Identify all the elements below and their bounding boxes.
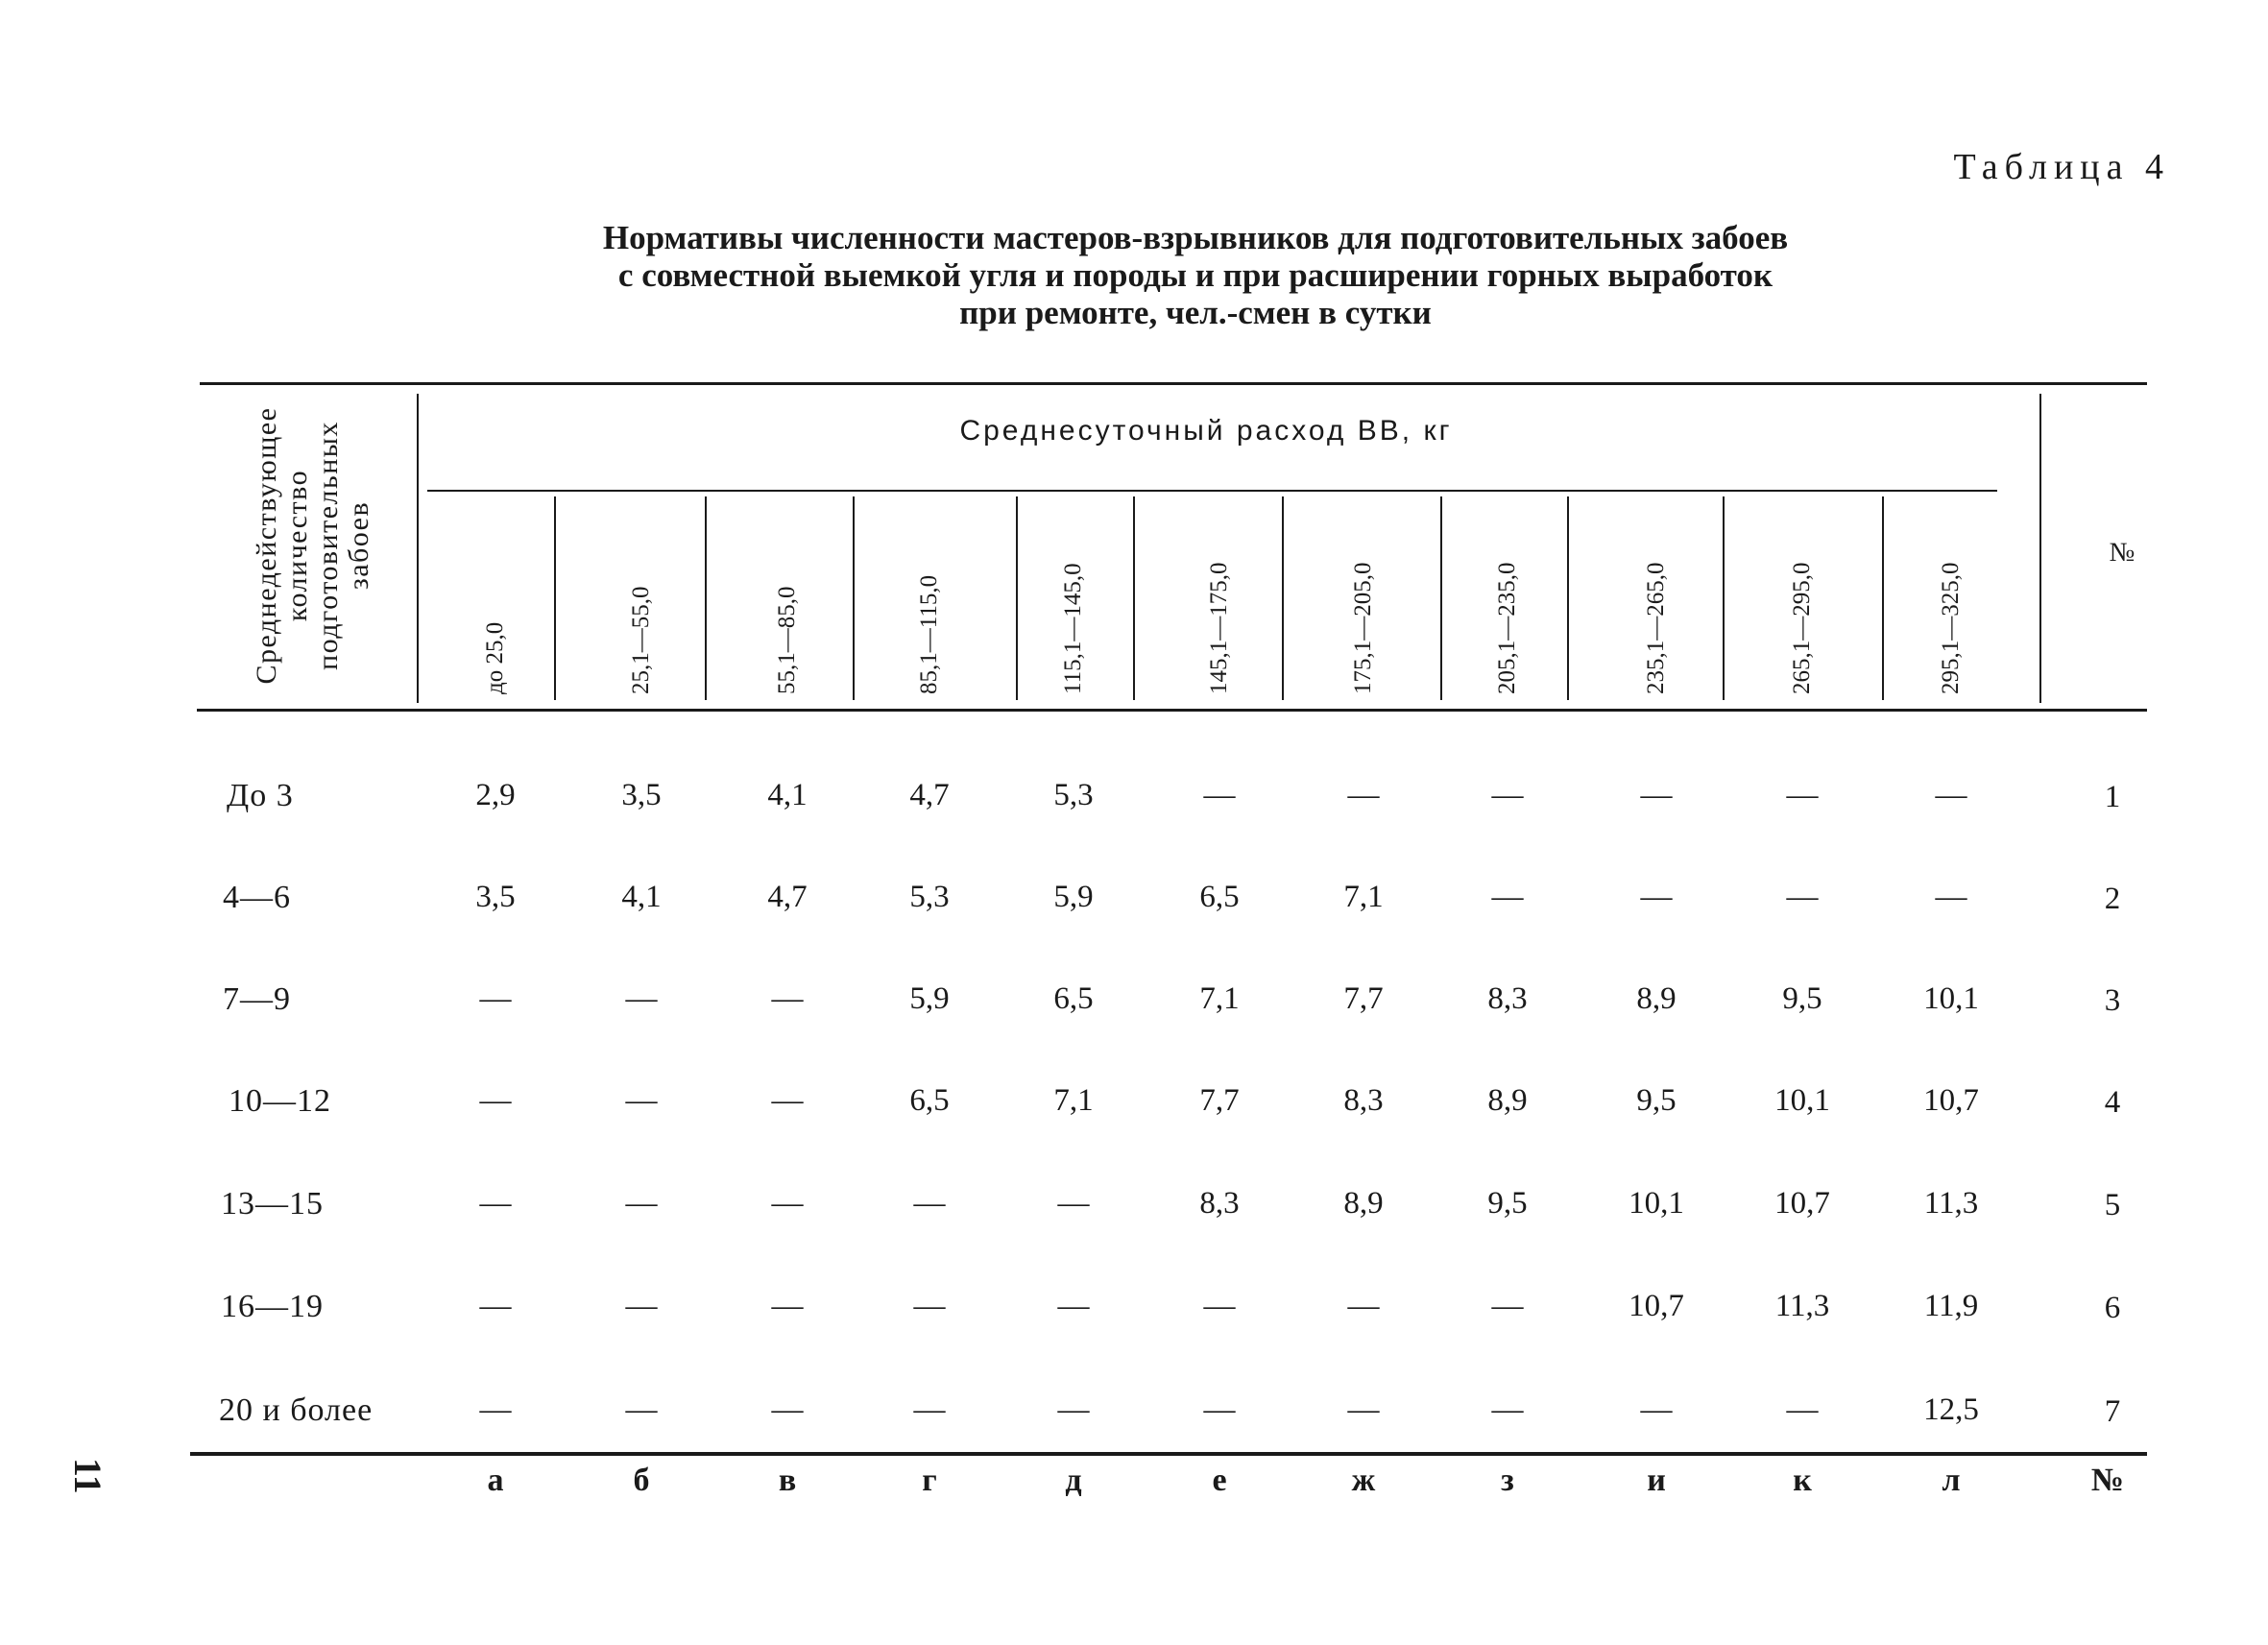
table-cell: 7,7 [1343,981,1384,1016]
table-cell: — [1640,880,1673,914]
row-header-label: Среднедействующее количество подготовительных забоев [250,406,374,685]
column-letter: а [487,1463,504,1498]
table-cell: 7,1 [1199,981,1240,1016]
table-cell: — [771,1083,804,1118]
table-cell: — [1935,778,1967,812]
table-cell: — [479,1083,512,1118]
table-cell: 9,5 [1487,1186,1528,1221]
column-letter: д [1065,1463,1082,1498]
row-header [209,389,416,701]
table-cell: 5,3 [1053,778,1094,812]
table-cell: 9,5 [1782,981,1822,1016]
table-cell: — [771,981,804,1016]
row-number: 6 [2104,1291,2121,1325]
table-cell: 10,1 [1774,1083,1830,1118]
table-cell: 4,7 [767,880,808,914]
table-cell: — [1640,778,1673,812]
group-header: Среднесуточный расход ВВ, кг [959,415,1453,447]
column-letter: з [1501,1463,1514,1498]
table-cell: 8,9 [1343,1186,1384,1221]
row-number: 5 [2104,1188,2121,1222]
table-cell: 6,5 [909,1083,950,1118]
column-divider [1882,496,1884,700]
table-cell: — [625,1289,658,1323]
column-header [1054,497,1093,697]
table-cell: — [1786,880,1819,914]
table-cell: — [1491,1392,1524,1427]
table-cell: 5,9 [1053,880,1094,914]
column-letter: л [1942,1463,1961,1498]
table-cell: — [625,981,658,1016]
table-cell: — [479,1392,512,1427]
row-number: 7 [2104,1394,2121,1429]
table-cell: — [771,1289,804,1323]
number-column-header: № [2109,538,2135,568]
column-letter: б [633,1463,650,1498]
table-cell: 8,3 [1487,981,1528,1016]
column-divider [853,496,855,700]
table-cell: 3,5 [475,880,516,914]
column-header-label: 85,1—115,0 [916,574,942,694]
table-cell: 10,1 [1629,1186,1684,1221]
table-cell: — [1347,1392,1380,1427]
column-divider [705,496,707,700]
column-letter: г [922,1463,937,1498]
column-header [476,497,515,697]
table-cell: 4,1 [767,778,808,812]
row-number: 3 [2104,983,2121,1018]
column-header-label: 145,1—175,0 [1206,562,1232,694]
table-cell: — [1491,1289,1524,1323]
column-header [910,497,949,697]
table-cell: — [1640,1392,1673,1427]
row-number: 4 [2104,1085,2121,1120]
table-cell: — [1057,1392,1090,1427]
column-letter: е [1212,1463,1227,1498]
table-cell: 7,1 [1053,1083,1094,1118]
column-header-label: 295,1—325,0 [1938,562,1964,694]
column-header [1488,497,1527,697]
table-cell: 9,5 [1636,1083,1677,1118]
column-header-label: 235,1—265,0 [1643,562,1669,694]
table-cell: 12,5 [1923,1392,1979,1427]
title-line: при ремонте, чел.-смен в сутки [959,294,1432,331]
column-header [1637,497,1676,697]
column-header [622,497,661,697]
table-cell: 8,9 [1487,1083,1528,1118]
table-cell: — [1057,1186,1090,1221]
table-cell: — [913,1392,946,1427]
column-letter: и [1647,1463,1666,1498]
table-cell: 8,3 [1199,1186,1240,1221]
table-cell: 4,1 [621,880,662,914]
table-cell: 5,3 [909,880,950,914]
table-cell: — [625,1186,658,1221]
group-header-rule [427,490,1997,492]
table-cell: 4,7 [909,778,950,812]
table-caption: Таблица 4 [1953,147,2170,187]
number-column-divider [2039,394,2041,703]
column-header-label: 25,1—55,0 [628,586,654,694]
column-header-label: 265,1—295,0 [1789,562,1815,694]
table-cell: — [1935,880,1967,914]
row-label: 4—6 [223,880,291,915]
table-cell: 11,3 [1774,1289,1830,1323]
table-cell: — [1057,1289,1090,1323]
table-cell: — [913,1186,946,1221]
table-cell: — [1491,880,1524,914]
title-line: Нормативы численности мастеров-взрывников для подготовительных забоев [602,219,1789,256]
row-label: 20 и более [219,1392,374,1428]
table-cell: — [771,1186,804,1221]
table-cell: 8,3 [1343,1083,1384,1118]
column-header-label: 175,1—205,0 [1350,562,1376,694]
column-header [1783,497,1822,697]
row-number: 1 [2104,780,2121,814]
table-cell: — [625,1083,658,1118]
table-cell: — [1786,1392,1819,1427]
column-divider [1016,496,1018,700]
column-divider [1723,496,1725,700]
table-cell: — [1491,778,1524,812]
table-cell: — [771,1392,804,1427]
column-header [1932,497,1970,697]
table-cell: — [1347,778,1380,812]
row-label: 7—9 [223,981,291,1017]
row-label: 16—19 [221,1289,324,1324]
table-cell: 10,7 [1774,1186,1830,1221]
table-cell: — [1786,778,1819,812]
column-divider [1282,496,1284,700]
column-header-label: 205,1—235,0 [1494,562,1520,694]
table-cell: 7,1 [1343,880,1384,914]
table-cell: 2,9 [475,778,516,812]
column-divider [1133,496,1135,700]
column-header-label: 55,1—85,0 [774,586,800,694]
page-number: 11 [66,1458,109,1494]
table-cell: 10,7 [1629,1289,1684,1323]
row-label: 10—12 [229,1083,331,1119]
column-header-label: до 25,0 [482,621,508,694]
column-divider [1567,496,1569,700]
table-title [403,219,1988,331]
column-header [1344,497,1383,697]
footer-number-label: № [2090,1463,2125,1498]
table-cell: — [1203,1392,1236,1427]
table-cell: 10,1 [1923,981,1979,1016]
row-label: До 3 [227,778,294,813]
table-cell: 11,3 [1923,1186,1979,1221]
table-top-rule [200,382,2147,385]
column-letter: к [1793,1463,1812,1498]
column-letter: в [778,1463,797,1498]
table-cell: — [1203,778,1236,812]
table-cell: — [625,1392,658,1427]
table-cell: — [1203,1289,1236,1323]
column-divider [1440,496,1442,700]
table-bottom-rule [190,1452,2147,1456]
column-header [768,497,807,697]
table-cell: — [479,981,512,1016]
table-cell: — [1347,1289,1380,1323]
title-line: с совместной выемкой угля и породы и при расширении горных выработок [617,256,1773,294]
row-label: 13—15 [221,1186,324,1222]
table-cell: 11,9 [1923,1289,1979,1323]
table-cell: 8,9 [1636,981,1677,1016]
column-letter: ж [1351,1463,1376,1498]
column-header [1200,497,1239,697]
table-cell: 7,7 [1199,1083,1240,1118]
table-cell: — [913,1289,946,1323]
row-number: 2 [2104,882,2121,916]
table-cell: 5,9 [909,981,950,1016]
table-cell: 10,7 [1923,1083,1979,1118]
column-header-label: 115,1—145,0 [1060,563,1086,694]
header-bottom-rule [197,709,2147,712]
table-cell: — [479,1186,512,1221]
column-divider [554,496,556,700]
table-cell: 3,5 [621,778,662,812]
table-cell: 6,5 [1053,981,1094,1016]
table-cell: 6,5 [1199,880,1240,914]
table-cell: — [479,1289,512,1323]
